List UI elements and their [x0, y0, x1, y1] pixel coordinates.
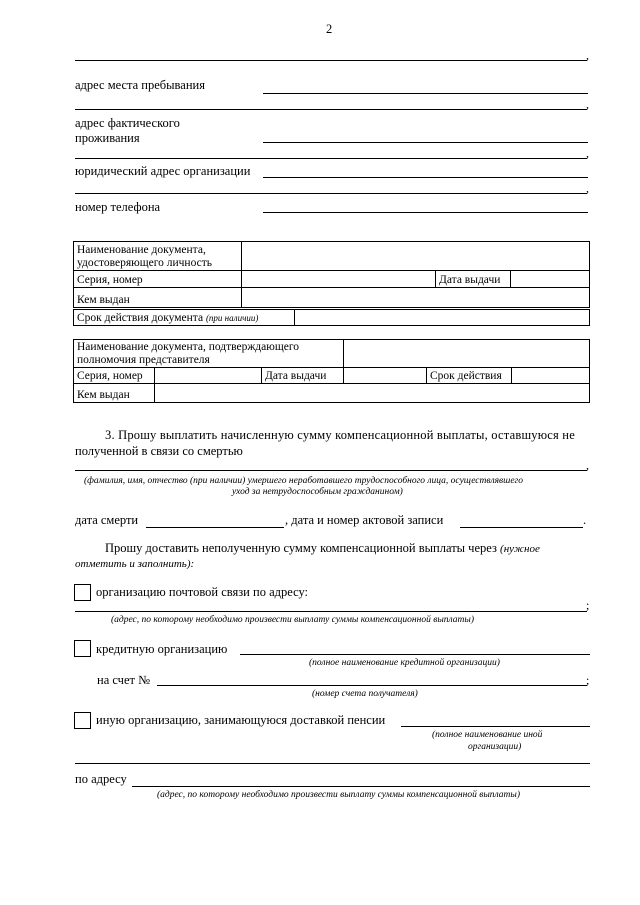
credit-option-checkbox[interactable] [74, 640, 91, 657]
actual-address-label-line1: адрес фактического [75, 116, 180, 130]
actual-address-label [75, 116, 180, 146]
rep-doc-series-label: Серия, номер [74, 368, 155, 384]
death-date-field[interactable] [146, 527, 284, 528]
other-option-checkbox[interactable] [74, 712, 91, 729]
delivery-para-line2: отметить и заполнить): [75, 558, 195, 570]
phone-label: номер телефона [75, 200, 161, 214]
page-number: 2 [326, 22, 333, 36]
stay-address-field-2[interactable] [75, 109, 587, 110]
id-doc-validity-field[interactable] [295, 310, 590, 326]
rep-doc-issued-by-label: Кем выдан [74, 384, 155, 403]
representative-doc-table [73, 339, 590, 403]
id-doc-issued-by-label: Кем выдан [74, 288, 242, 308]
account-label: на счет № [97, 673, 151, 687]
deceased-name-field[interactable] [75, 470, 587, 471]
stay-address-field[interactable] [263, 93, 588, 94]
period: . [583, 513, 587, 527]
death-date-label: дата смерти [75, 513, 139, 527]
other-org-hint-line2: организации) [468, 742, 522, 752]
rep-doc-issued-by-field[interactable] [155, 384, 590, 403]
post-address-field[interactable] [75, 611, 587, 612]
credit-option-label: кредитную организацию [96, 642, 228, 656]
rep-doc-name-label: Наименование документа, подтверждающего полномочия представителя [74, 340, 344, 368]
rep-doc-name-field[interactable] [344, 340, 590, 368]
post-option-checkbox[interactable] [74, 584, 91, 601]
section3-para-line1: 3. Прошу выплатить начисленную сумму компенсационной выплаты, оставшуюся не [105, 428, 575, 442]
post-option-label: организацию почтовой связи по адресу: [96, 585, 309, 599]
legal-address-field-2[interactable] [75, 193, 587, 194]
other-org-hint-line1: (полное наименование иной [432, 730, 543, 740]
credit-org-field[interactable] [240, 654, 590, 655]
comma: , [586, 146, 589, 160]
id-document-table [73, 241, 590, 308]
actual-address-field-2[interactable] [75, 158, 587, 159]
semicolon: ; [586, 598, 590, 612]
final-address-field[interactable] [132, 786, 590, 787]
post-address-hint: (адрес, по которому необходимо произвести выплату суммы компенсационной выплаты) [111, 615, 474, 625]
id-doc-series-label: Серия, номер [74, 271, 242, 288]
comma: , [586, 181, 589, 195]
id-doc-issued-by-field[interactable] [242, 288, 590, 308]
rep-doc-series-field[interactable] [155, 368, 262, 384]
account-field[interactable] [157, 685, 587, 686]
id-doc-validity-table [73, 309, 590, 326]
rep-doc-validity-field[interactable] [512, 368, 590, 384]
other-org-field[interactable] [401, 726, 590, 727]
id-doc-issue-date-field[interactable] [511, 271, 590, 288]
comma: , [586, 458, 589, 472]
rep-doc-issue-date-label: Дата выдачи [262, 368, 344, 384]
id-doc-series-field[interactable] [242, 271, 436, 288]
other-org-field-2[interactable] [75, 763, 590, 764]
comma: , [586, 97, 589, 111]
semicolon: ; [586, 673, 590, 687]
legal-address-label: юридический адрес организации [75, 164, 251, 178]
section3-para-line2: полученной в связи со смертью [75, 444, 243, 458]
rep-doc-validity-label: Срок действия [427, 368, 512, 384]
id-doc-validity-label: Срок действия документа (при наличии) [74, 310, 295, 326]
comma: , [586, 48, 589, 62]
id-doc-issue-date-label: Дата выдачи [436, 271, 511, 288]
stay-address-label: адрес места пребывания [75, 78, 205, 92]
address-line-top[interactable] [75, 60, 587, 61]
final-address-label: по адресу [75, 772, 127, 786]
rep-doc-issue-date-field[interactable] [344, 368, 427, 384]
account-hint: (номер счета получателя) [312, 689, 418, 699]
phone-field[interactable] [263, 212, 588, 213]
actual-address-field[interactable] [263, 142, 588, 143]
legal-address-field[interactable] [263, 177, 588, 178]
act-record-label: , дата и номер актовой записи [285, 513, 444, 527]
deceased-hint-line2: уход за нетрудоспособным гражданином) [232, 487, 403, 497]
actual-address-label-line2: проживания [75, 131, 140, 145]
act-record-field[interactable] [460, 527, 583, 528]
delivery-para-line1: Прошу доставить неполученную сумму компенсационной выплаты через (нужное [105, 541, 540, 555]
other-option-label: иную организацию, занимающуюся доставкой пенсии [96, 713, 386, 727]
credit-org-hint: (полное наименование кредитной организации) [309, 658, 500, 668]
deceased-hint-line1: (фамилия, имя, отчество (при наличии) умершего неработавшего трудоспособного лица, осуществлявшего [84, 476, 524, 486]
final-address-hint: (адрес, по которому необходимо произвести выплату суммы компенсационной выплаты) [157, 790, 520, 800]
id-doc-name-field[interactable] [242, 242, 590, 271]
id-doc-name-label: Наименование документа, удостоверяющего личность [74, 242, 242, 271]
